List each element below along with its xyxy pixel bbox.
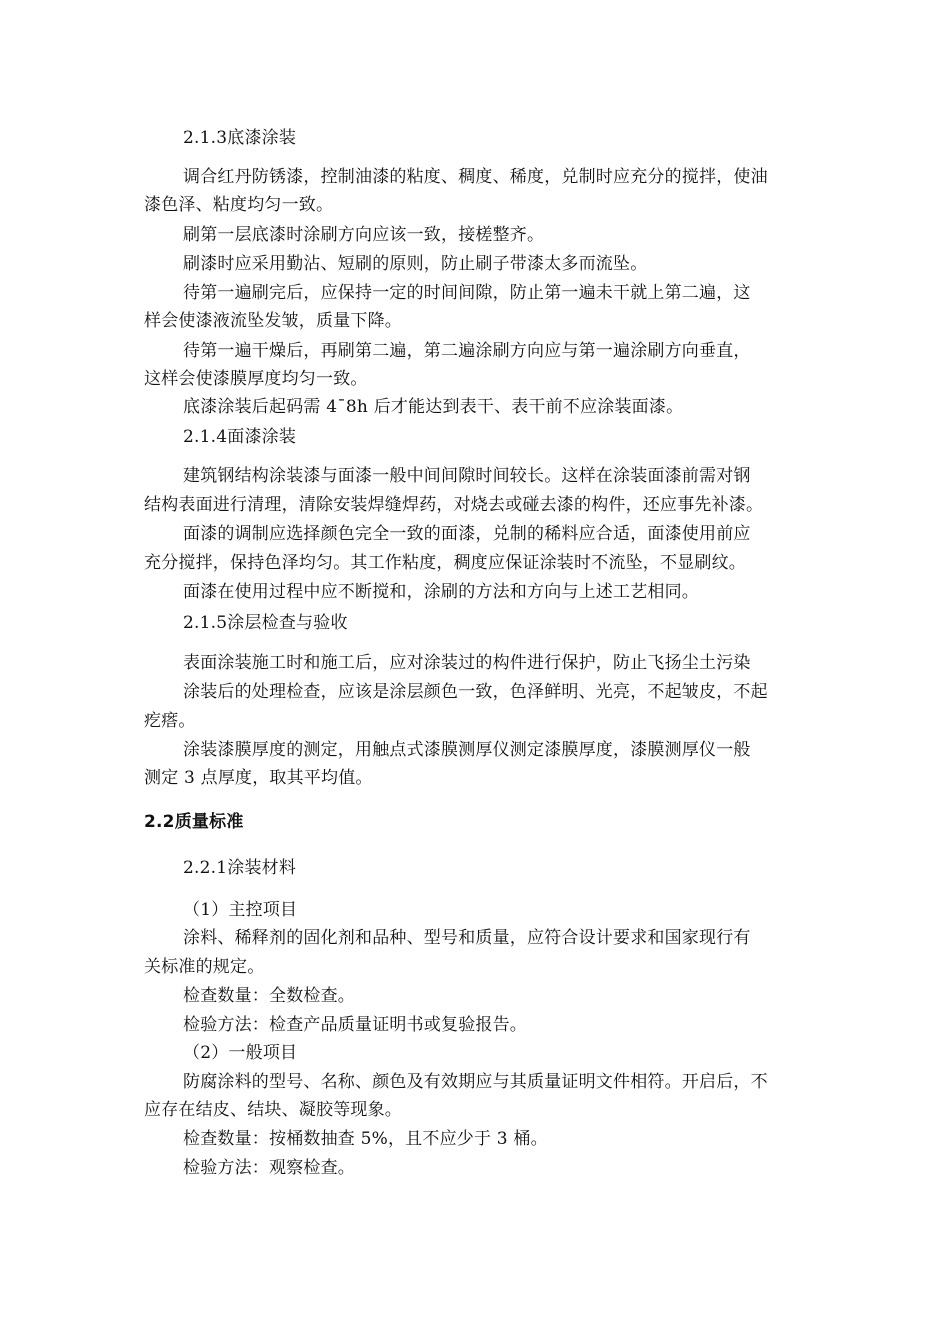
paragraph-line: 面漆的调制应选择颜色完全一致的面漆，兑制的稀料应合适，面漆使用前应 [183,524,751,544]
paragraph-line: 防腐涂料的型号、名称、颜色及有效期应与其质量证明文件相符。开启后，不 [183,1072,768,1092]
paragraph-line: 面漆在使用过程中应不断搅和，涂刷的方法和方向与上述工艺相同。 [183,582,699,602]
section-heading-2-1-5: 2.1.5涂层检查与验收 [183,613,348,633]
paragraph-line: 样会使漆液流坠发皱，质量下降。 [144,311,402,331]
paragraph-line: 应存在结皮、结块、凝胶等现象。 [144,1100,402,1120]
paragraph-line: 疙瘩。 [144,711,196,731]
section-heading-2-1-3: 2.1.3底漆涂装 [183,128,297,148]
paragraph-line: 建筑钢结构涂装漆与面漆一般中间间隙时间较长。这样在涂装面漆前需对钢 [183,466,751,486]
paragraph-line: 检验方法：观察检查。 [183,1158,355,1178]
paragraph-line: 底漆涂装后起码需 4¯8h 后才能达到表干、表干前不应涂装面漆。 [183,397,684,417]
paragraph-line: 刷漆时应采用勤沾、短刷的原则，防止刷子带漆太多而流坠。 [183,254,648,274]
paragraph-line: 充分搅拌，保持色泽均匀。其工作粘度，稠度应保证涂装时不流坠，不显刷纹。 [144,553,746,573]
subheading-general-items: （2）一般项目 [183,1043,298,1063]
paragraph-line: 检查数量：全数检查。 [183,986,355,1006]
paragraph-line: 结构表面进行清理，清除安装焊缝焊药，对烧去或碰去漆的构件，还应事先补漆。 [144,495,764,515]
paragraph-line: 调合红丹防锈漆，控制油漆的粘度、稠度、稀度，兑制时应充分的搅拌，使油 [183,167,768,187]
section-heading-2-2: 2.2质量标准 [144,812,244,832]
subheading-main-control: （1）主控项目 [183,900,298,920]
paragraph-line: 待第一遍干燥后，再刷第二遍，第二遍涂刷方向应与第一遍涂刷方向垂直， [183,341,751,361]
paragraph-line: 待第一遍刷完后，应保持一定的时间间隙，防止第一遍未干就上第二遍，这 [183,283,751,303]
paragraph-line: 表面涂装施工时和施工后，应对涂装过的构件进行保护，防止飞扬尘土污染 [183,653,751,673]
paragraph-line: 关标准的规定。 [144,957,265,977]
paragraph-line: 涂料、稀释剂的固化剂和品种、型号和质量，应符合设计要求和国家现行有 [183,928,751,948]
paragraph-line: 刷第一层底漆时涂刷方向应该一致，接槎整齐。 [183,225,545,245]
paragraph-line: 这样会使漆膜厚度均匀一致。 [144,369,368,389]
paragraph-line: 漆色泽、粘度均匀一致。 [144,195,334,215]
paragraph-line: 测定 3 点厚度，取其平均值。 [144,768,373,788]
section-heading-2-2-1: 2.2.1涂装材料 [183,858,297,878]
paragraph-line: 涂装后的处理检查，应该是涂层颜色一致，色泽鲜明、光亮，不起皱皮，不起 [183,682,768,702]
paragraph-line: 检查数量：按桶数抽查 5%，且不应少于 3 桶。 [183,1129,548,1149]
paragraph-line: 涂装漆膜厚度的测定，用触点式漆膜测厚仪测定漆膜厚度，漆膜测厚仪一般 [183,740,751,760]
paragraph-line: 检验方法：检查产品质量证明书或复验报告。 [183,1015,527,1035]
section-heading-2-1-4: 2.1.4面漆涂装 [183,427,297,447]
